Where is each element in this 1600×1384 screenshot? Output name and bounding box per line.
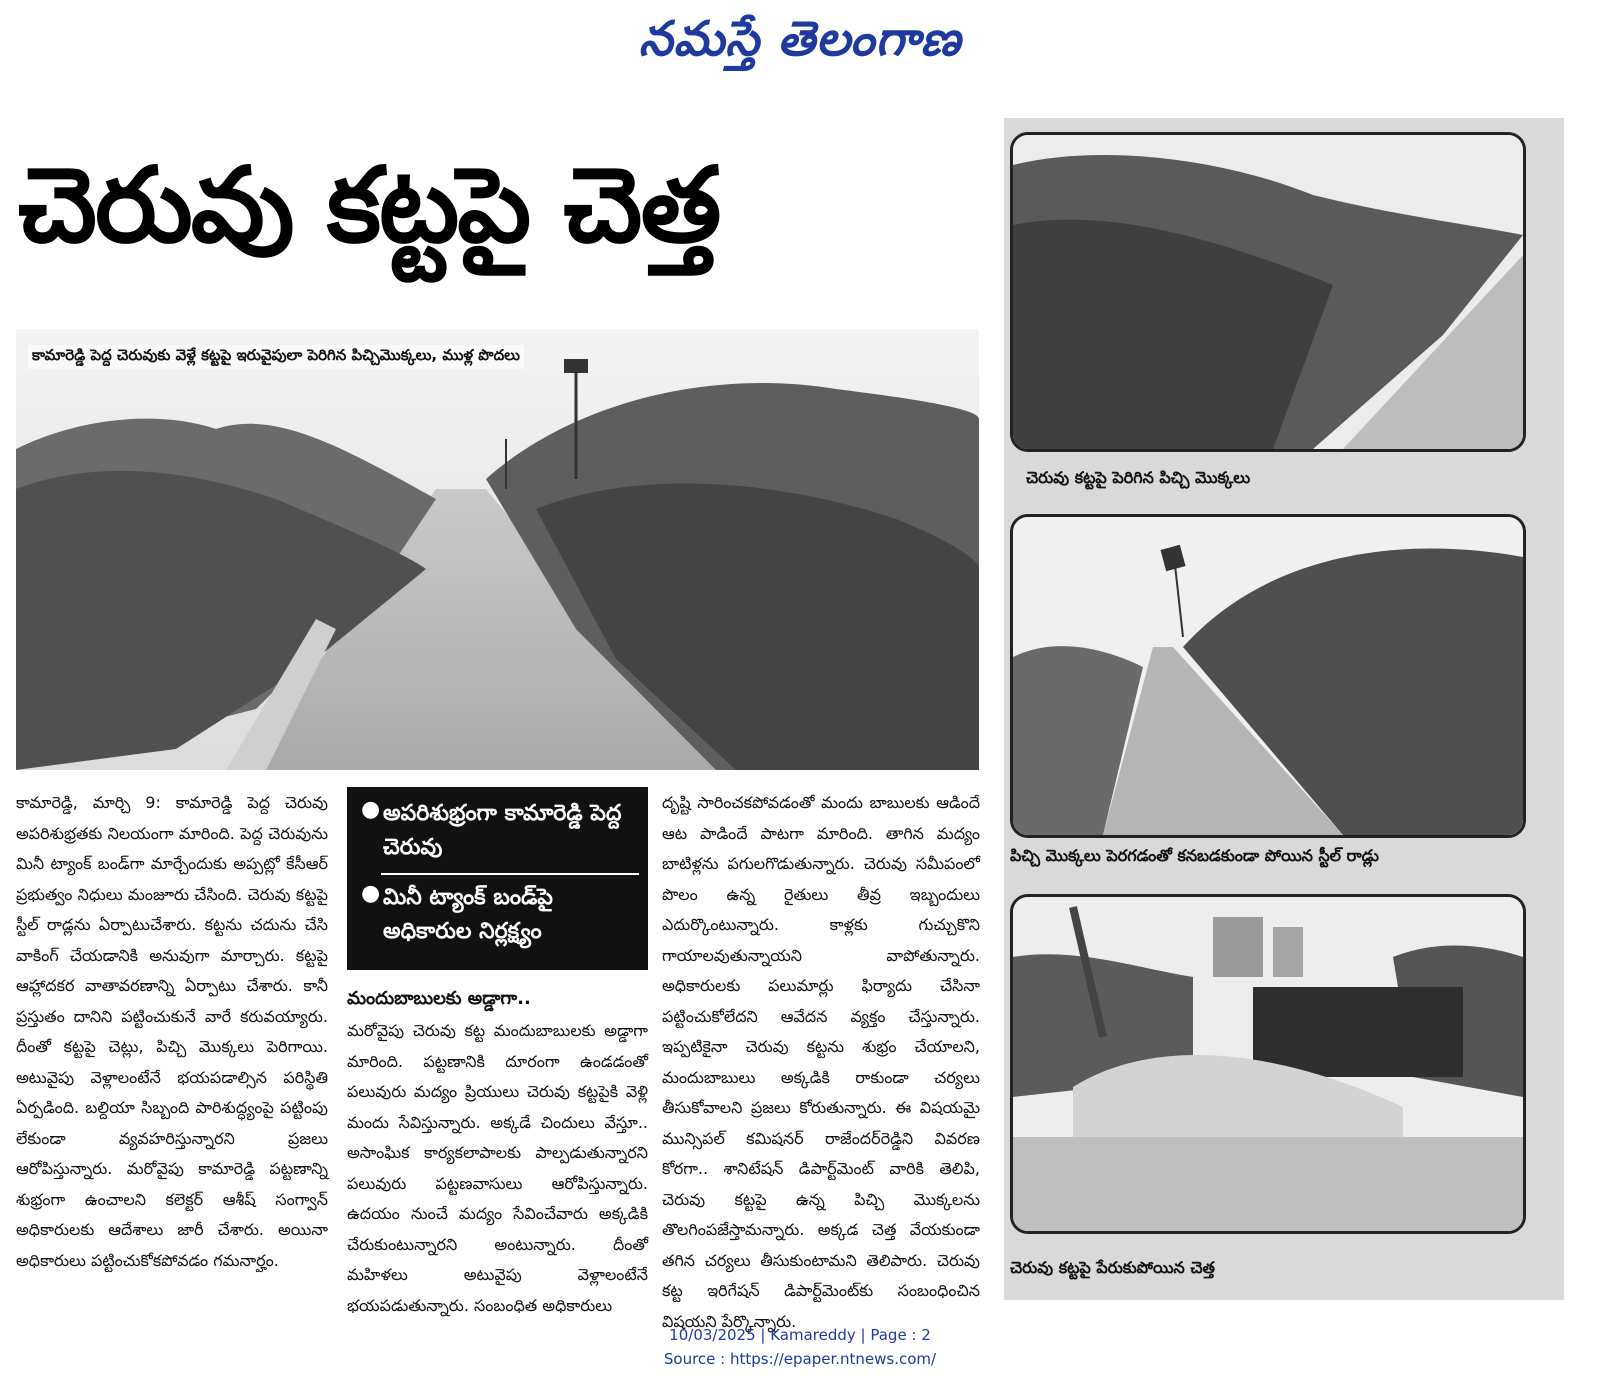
sidebar-photo-2-image xyxy=(1013,517,1523,835)
main-photo xyxy=(16,329,979,770)
newspaper-masthead xyxy=(600,10,1000,80)
article-column-2 xyxy=(347,1016,648,1315)
article-paragraph: దృష్టి సారించకపోవడంతో మందు బాబులకు ఆడిందే ఆట పాడిందే పాటగా మారింది. తాగిన మద్యం బాటిళ్లను పగులగొడుతున్నారు. చెరువు సమీపంలో పొలం ఉన్న రైతులు తీవ్ర ఇబ్బందులు ఎదుర్కొంటున్నారు. కాళ్లకు గుచ్చుకొని గాయాలవుతున్నాయని వాపోతున్నారు. అధికారులకు పలుమార్లు ఫిర్యాదు చేసినా పట్టించుకోలేదని ఆవేదన వ్యక్తం చేస్తున్నారు. ఇప్పటికైనా చెరువు కట్టను శుభ్రం చేయాలని, మందుబాబులు అక్కడికి రాకుండా చర్యలు తీసుకోవాలని ప్రజలు కోరుతున్నారు. ఈ విషయమై మున్సిపల్ కమిషనర్ రాజేందర్‌రెడ్డిని వివరణ కోరగా.. శానిటేషన్ డిపార్ట్‌మెంట్ వారికి తెలిపి, చెరువు కట్టపై ఉన్న పిచ్చి మొక్కలను తొలగింపజేస్తామన్నారు. అక్కడ చెత్త వేయకుండా తగిన చర్యలు తీసుకుంటామని తెలిపారు. చెరువు కట్ట ఇరిగేషన్ డిపార్ట్‌మెంట్‌కు సంబంధించిన విషయని పేర్కొన్నారు. xyxy=(662,793,980,1331)
highlight-item-2 xyxy=(361,881,633,949)
main-photo-image xyxy=(16,329,979,770)
article-paragraph: మరోవైపు చెరువు కట్ట మందుబాబులకు అడ్డాగా మారింది. పట్టణానికి దూరంగా ఉండడంతో పలువురు మద్యం ప్రియులు చెరువు కట్టపైకి వెళ్లి మందు సేవిస్తున్నారు. అక్కడే చిందులు వేస్తూ.. అసాంఘిక కార్యకలాపాలకు పాల్పడుతున్నారని పలువురు పట్టణవాసులు ఆరోపిస్తున్నారు. ఉదయం నుంచే మద్యం సేవించేవారు అక్కడికి చేరుకుంటున్నారని అంటున్నారు. దీంతో మహిళలు అటువైపు వెళ్లాలంటేనే భయపడుతున్నారు. సంబంధిత అధికారులు xyxy=(347,1021,648,1315)
highlight-item-2-text: మినీ ట్యాంక్ బండ్‌పై అధికారుల నిర్లక్ష్యం xyxy=(383,885,553,944)
sidebar-photo-3 xyxy=(1010,894,1526,1234)
photo-sidebar xyxy=(1004,118,1564,1300)
sidebar-photo-3-caption: చెరువు కట్టపై పేరుకుపోయిన చెత్త xyxy=(1010,1258,1215,1277)
sidebar-photo-2 xyxy=(1010,514,1526,838)
article-headline xyxy=(18,118,1003,318)
article-paragraph: కామారెడ్డి, మార్చి 9: కామారెడ్డి పెద్ద చెరువు అపరిశుభ్రతకు నిలయంగా మారింది. పెద్ద చెరువును మినీ ట్యాంక్ బండ్‌గా మార్చేందుకు అప్పట్లో కేసీఆర్ ప్రభుత్వం నిధులు మంజూరు చేసింది. చెరువు కట్టపై స్టీల్ రాడ్లను ఏర్పాటుచేశారు. కట్టను చదును చేసి వాకింగ్ చేయడానికి అనువుగా మార్చారు. కట్టపై ఆహ్లాదకర వాతావరణాన్ని ఏర్పాటు చేశారు. కానీ ప్రస్తుతం దానిని పట్టించుకునే వారే కరువయ్యారు. దీంతో కట్టపై చెట్లు, పిచ్చి మొక్కలు పెరిగాయి. అటువైపు వెళ్లాలంటేనే భయపడాల్సిన పరిస్థితి ఏర్పడింది. బల్దియా సిబ్బంది పారిశుద్ధ్యంపై పట్టింపు లేకుండా వ్యవహరిస్తున్నారని ప్రజలు ఆరోపిస్తున్నారు. మరోవైపు కామారెడ్డి పట్టణాన్ని శుభ్రంగా ఉంచాలని కలెక్టర్ ఆశీష్ సంగ్వాన్ అధికారులకు ఆదేశాలు జారీ చేశారు. అయినా అధికారులు పట్టించుకోకపోవడం గమనార్హం. xyxy=(16,793,328,1270)
highlight-divider xyxy=(381,873,639,875)
footer-date-edition: 10/03/2025 | Kamareddy | Page : 2 xyxy=(669,1326,931,1344)
headline-text: చెరువు కట్టపై చెత్త xyxy=(18,144,720,266)
highlight-item-1 xyxy=(361,797,633,865)
article-column-3 xyxy=(662,788,980,1331)
masthead-title: నమస్తే తెలంగాణ xyxy=(638,11,962,67)
bullet-icon: ● xyxy=(361,881,381,906)
section-subhead: మందుబాబులకు అడ్డాగా.. xyxy=(347,988,531,1009)
article-column-1 xyxy=(16,788,328,1308)
highlight-box xyxy=(347,787,648,970)
sidebar-photo-2-caption: పిచ్చి మొక్కలు పెరగడంతో కనబడకుండా పోయిన స్టీల్ రాడ్లు xyxy=(1010,846,1379,865)
sidebar-photo-1-caption: చెరువు కట్టపై పెరిగిన పిచ్చి మొక్కలు xyxy=(1026,468,1251,487)
sidebar-photo-1 xyxy=(1010,132,1526,452)
sidebar-photo-1-image xyxy=(1013,135,1523,449)
footer-source: Source : https://epaper.ntnews.com/ xyxy=(663,1350,937,1368)
bullet-icon: ● xyxy=(361,797,381,822)
highlight-item-1-text: అపరిశుభ్రంగా కామారెడ్డి పెద్ద చెరువు xyxy=(383,801,622,860)
main-photo-caption: కామారెడ్డి పెద్ద చెరువుకు వెళ్లే కట్టపై ఇరువైపులా పెరిగిన పిచ్చిమొక్కలు, ముళ్ల పొదలు xyxy=(28,345,524,369)
sidebar-photo-3-image xyxy=(1013,897,1523,1231)
